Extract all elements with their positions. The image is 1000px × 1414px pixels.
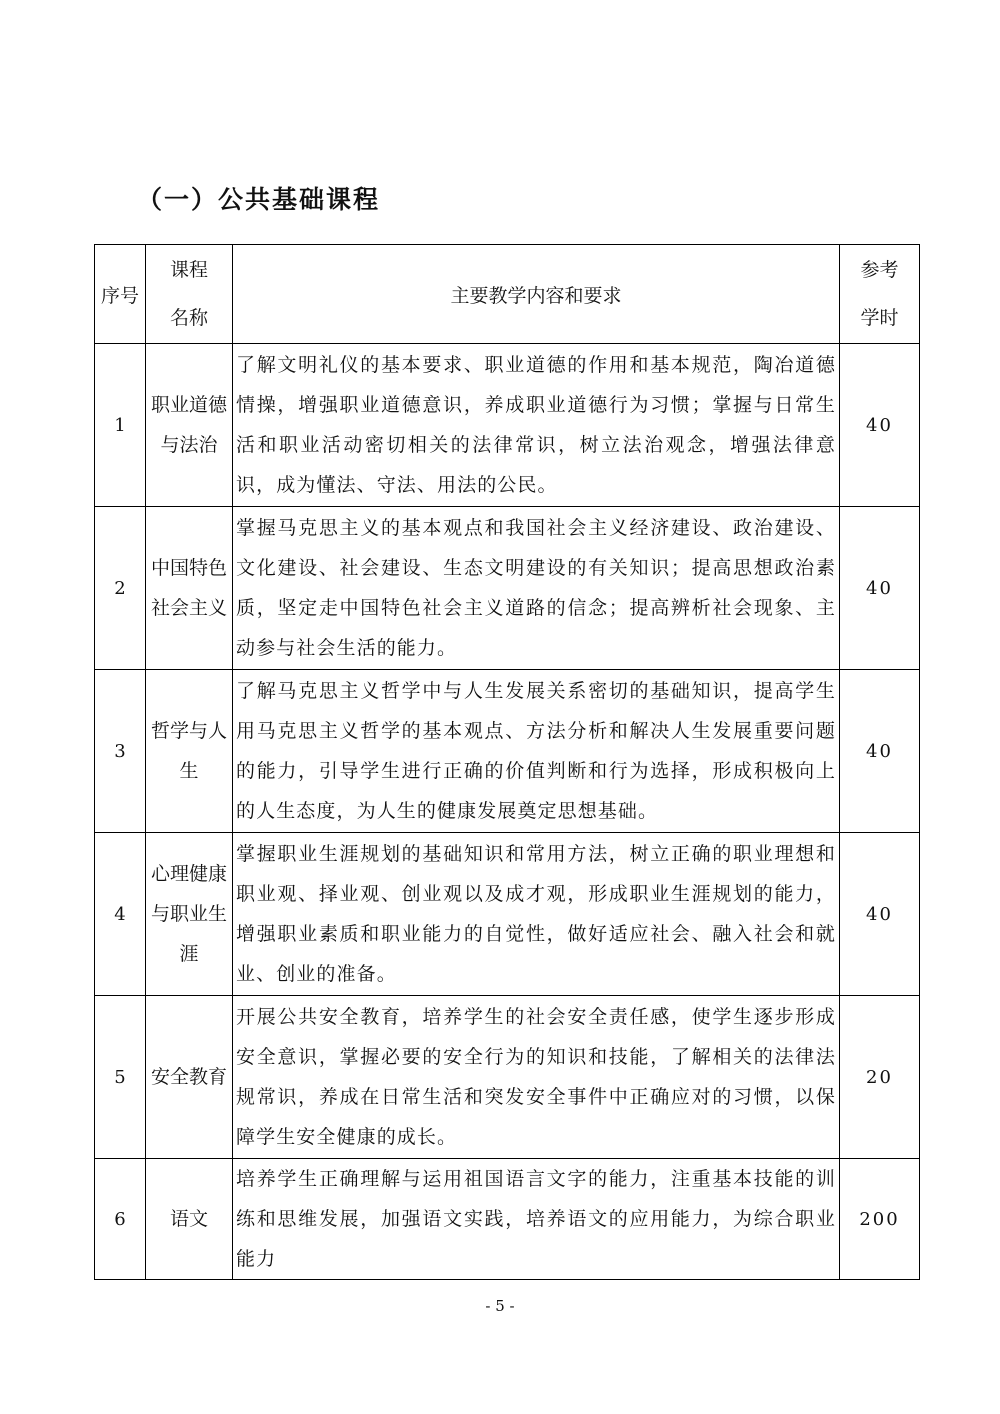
row-no: 4 [95, 833, 146, 996]
header-hours-line2: 学时 [860, 307, 899, 329]
row-course-name: 职业道德与法治 [146, 344, 233, 507]
row-course-name: 心理健康与职业生涯 [146, 833, 233, 996]
table-row [95, 670, 920, 833]
header-hours [840, 245, 920, 344]
table-row [95, 344, 920, 507]
table-row [95, 996, 920, 1159]
header-content: 主要教学内容和要求 [233, 245, 840, 344]
row-course-name: 语文 [146, 1159, 233, 1280]
row-no: 5 [95, 996, 146, 1159]
row-course-name: 中国特色社会主义 [146, 507, 233, 670]
row-course-name: 哲学与人生 [146, 670, 233, 833]
course-table [94, 244, 920, 1280]
row-no: 3 [95, 670, 146, 833]
row-content: 掌握马克思主义的基本观点和我国社会主义经济建设、政治建设、文化建设、社会建设、生态文明建设的有关知识；提高思想政治素质，坚定走中国特色社会主义道路的信念；提高辨析社会现象、主动参与社会生活的能力。 [233, 507, 840, 670]
row-hours: 40 [840, 833, 920, 996]
table-row [95, 833, 920, 996]
table-row [95, 507, 920, 670]
table-row [95, 1159, 920, 1280]
row-hours: 200 [840, 1159, 920, 1280]
row-course-name: 安全教育 [146, 996, 233, 1159]
row-no: 1 [95, 344, 146, 507]
header-name-line2: 名称 [169, 307, 208, 329]
row-hours: 20 [840, 996, 920, 1159]
row-content: 培养学生正确理解与运用祖国语言文字的能力，注重基本技能的训练和思维发展，加强语文实践，培养语文的应用能力，为综合职业能力 [233, 1159, 840, 1280]
table-header-row [95, 245, 920, 344]
section-title: （一）公共基础课程 [137, 185, 381, 214]
row-content: 了解文明礼仪的基本要求、职业道德的作用和基本规范，陶冶道德情操，增强职业道德意识，养成职业道德行为习惯；掌握与日常生活和职业活动密切相关的法律常识，树立法治观念，增强法律意识，成为懂法、守法、用法的公民。 [233, 344, 840, 507]
row-content: 开展公共安全教育，培养学生的社会安全责任感，使学生逐步形成安全意识，掌握必要的安全行为的知识和技能，了解相关的法律法规常识，养成在日常生活和突发安全事件中正确应对的习惯，以保障学生安全健康的成长。 [233, 996, 840, 1159]
row-hours: 40 [840, 670, 920, 833]
header-hours-line1: 参考 [860, 259, 899, 281]
header-name-line1: 课程 [169, 259, 208, 281]
row-no: 6 [95, 1159, 146, 1280]
row-content: 掌握职业生涯规划的基础知识和常用方法，树立正确的职业理想和职业观、择业观、创业观以及成才观，形成职业生涯规划的能力，增强职业素质和职业能力的自觉性，做好适应社会、融入社会和就业、创业的准备。 [233, 833, 840, 996]
header-name [146, 245, 233, 344]
row-hours: 40 [840, 344, 920, 507]
page-number: - 5 - [485, 1297, 515, 1315]
row-content: 了解马克思主义哲学中与人生发展关系密切的基础知识，提高学生用马克思主义哲学的基本观点、方法分析和解决人生发展重要问题的能力，引导学生进行正确的价值判断和行为选择，形成积极向上的人生态度，为人生的健康发展奠定思想基础。 [233, 670, 840, 833]
header-no: 序号 [95, 245, 146, 344]
row-no: 2 [95, 507, 146, 670]
row-hours: 40 [840, 507, 920, 670]
